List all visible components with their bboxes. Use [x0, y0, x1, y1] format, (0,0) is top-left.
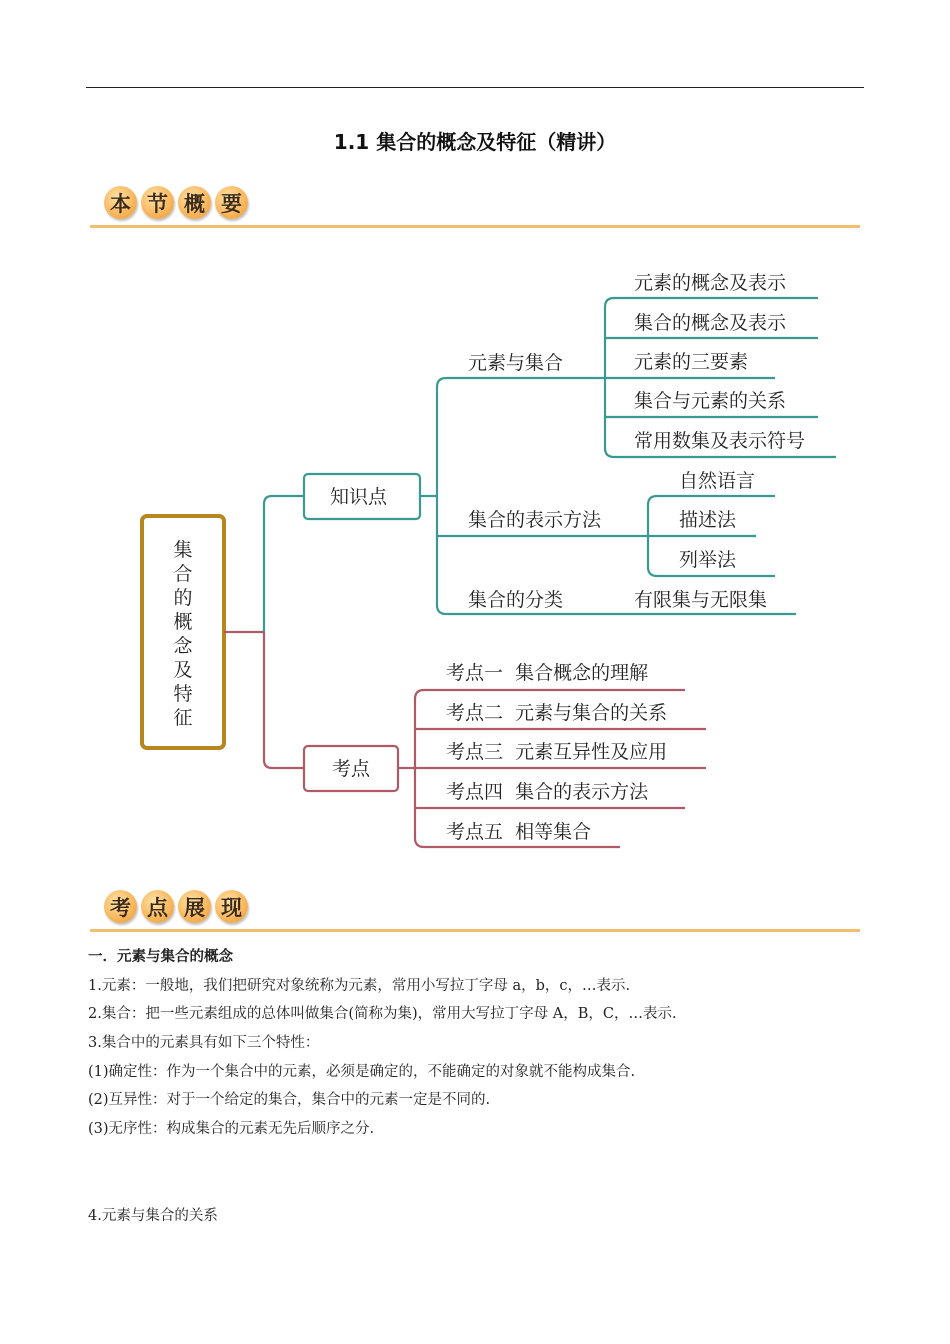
leaf-representation: 自然语言 [679, 470, 756, 492]
leaf-element-set: 元素的三要素 [634, 351, 749, 373]
exam-point: 考点二 元素与集合的关系 [446, 702, 668, 724]
root-char: 集 [173, 539, 193, 561]
banner-char: 现 [215, 890, 248, 923]
paragraph-line: 4.元素与集合的关系 [88, 1207, 218, 1224]
node-element-set: 元素与集合 [468, 352, 564, 374]
exam-point: 考点四 集合的表示方法 [446, 781, 649, 803]
banner-char: 节 [141, 186, 174, 219]
paragraph-line: (2)互异性：对于一个给定的集合，集合中的元素一定是不同的. [88, 1092, 491, 1109]
exam-point: 考点五 相等集合 [446, 821, 592, 843]
paragraph-line: 1.元素：一般地，我们把研究对象统称为元素，常用小写拉丁字母 a，b，c，…表示. [88, 977, 631, 994]
leaf-element-set: 常用数集及表示符号 [634, 430, 806, 452]
section-banner-exam-points [90, 888, 860, 932]
banner-char: 要 [215, 186, 248, 219]
exam-point: 考点一 集合概念的理解 [446, 662, 649, 684]
root-char: 合 [173, 563, 193, 585]
paragraph-line: 3.集合中的元素具有如下三个特性： [88, 1035, 320, 1052]
leaf-representation: 描述法 [679, 509, 737, 531]
banner-underline [90, 929, 860, 932]
section-element-set-concept [88, 943, 868, 1231]
root-char: 概 [173, 611, 193, 633]
page-title: 1.1 集合的概念及特征（精讲） [333, 130, 617, 154]
node-representation: 集合的表示方法 [468, 509, 602, 531]
banner-char: 本 [104, 186, 137, 219]
banner-underline [90, 225, 860, 228]
node-classification: 集合的分类 [468, 589, 564, 611]
node-exam: 考点 [332, 758, 371, 780]
root-char: 特 [173, 683, 193, 705]
leaf-classification: 有限集与无限集 [634, 589, 768, 611]
exam-point: 考点三 元素互异性及应用 [446, 741, 668, 763]
leaf-element-set: 集合的概念及表示 [634, 312, 787, 334]
banner-char: 点 [141, 890, 174, 923]
root-char: 征 [173, 707, 193, 729]
root-char: 及 [173, 659, 193, 681]
section-banner-overview [90, 184, 860, 228]
leaf-representation: 列举法 [679, 549, 737, 571]
root-char: 的 [173, 587, 193, 609]
banner-char: 考 [104, 890, 137, 923]
banner-char: 概 [178, 186, 211, 219]
paragraph-line: 2.集合：把一些元素组成的总体叫做集合(简称为集)，常用大写拉丁字母 A，B，C，…表示. [88, 1006, 677, 1023]
root-char: 念 [173, 635, 193, 657]
section-heading: 一．元素与集合的概念 [88, 949, 233, 965]
leaf-element-set: 集合与元素的关系 [634, 390, 787, 412]
node-knowledge: 知识点 [330, 486, 388, 508]
paragraph-line: (3)无序性：构成集合的元素无先后顺序之分. [88, 1121, 375, 1138]
header-rule [86, 87, 864, 88]
banner-char: 展 [178, 890, 211, 923]
mind-map [0, 250, 950, 870]
paragraph-line: (1)确定性：作为一个集合中的元素，必须是确定的，不能确定的对象就不能构成集合. [88, 1063, 636, 1080]
leaf-element-set: 元素的概念及表示 [634, 272, 787, 294]
